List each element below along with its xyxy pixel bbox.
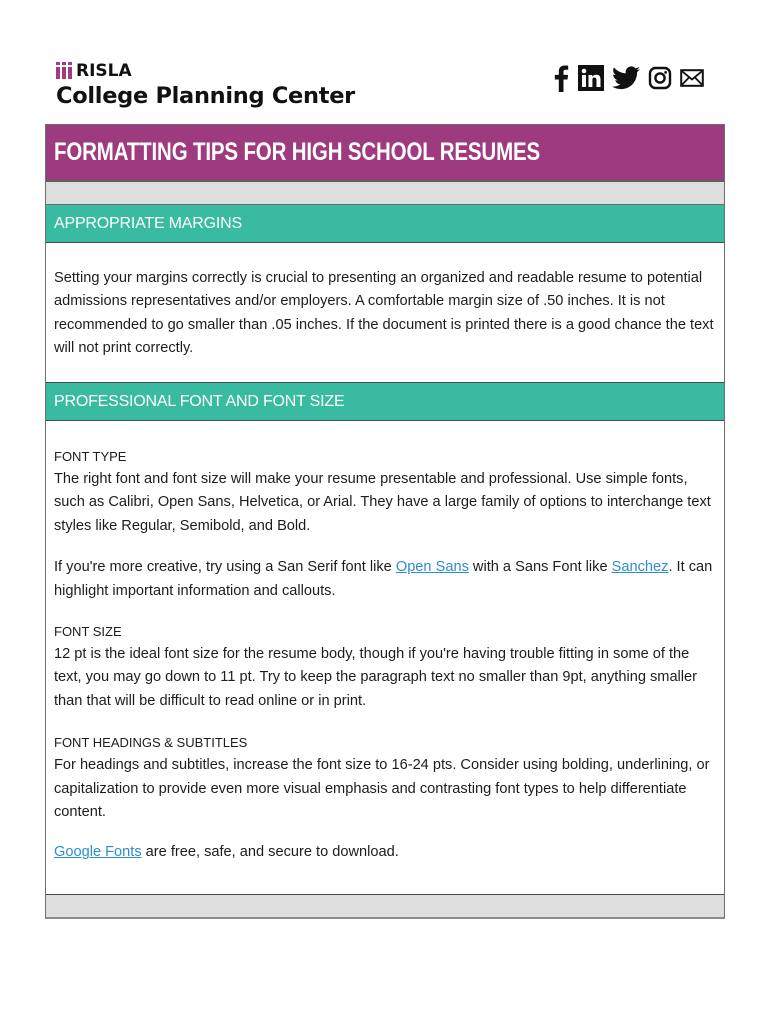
section-heading-fonts: [46, 383, 724, 421]
logo-subtitle: College Planning Center: [56, 83, 355, 109]
font-headings-subheading: FONT HEADINGS & SUBTITLES: [54, 735, 248, 751]
font-headings-paragraph: For headings and subtitles, increase the font size to 16-24 pts. Consider using bolding, underlining, or capitalization to provide even more visual emphasis and contrasting font types to help differentiate content.: [54, 757, 710, 821]
facebook-icon[interactable]: [552, 64, 570, 92]
section-heading-text: PROFESSIONAL FONT AND FONT SIZE: [54, 392, 345, 410]
linkedin-icon[interactable]: [578, 64, 604, 92]
risla-logo[interactable]: [56, 60, 355, 110]
twitter-icon[interactable]: [612, 64, 640, 92]
google-fonts-link[interactable]: Google Fonts: [54, 844, 142, 861]
email-icon[interactable]: [680, 64, 704, 92]
instagram-icon[interactable]: [648, 64, 672, 92]
sanchez-link[interactable]: Sanchez: [611, 559, 669, 576]
section-heading-margins: [46, 205, 724, 243]
section-heading-text: APPROPRIATE MARGINS: [54, 214, 242, 232]
risla-logo-icon: [56, 63, 72, 79]
footer-row: [46, 895, 724, 917]
google-fonts-text: are free, safe, and secure to download.: [141, 844, 399, 861]
google-fonts-paragraph: [54, 841, 716, 864]
open-sans-link[interactable]: Open Sans: [395, 559, 469, 576]
social-links: [552, 64, 704, 92]
section-body-fonts: [46, 421, 724, 895]
section-body-margins: [46, 243, 724, 383]
font-size-paragraph: 12 pt is the ideal font size for the resume body, though if you're having trouble fitting in some of the text, you may go down to 11 pt. Try to keep the paragraph text no smaller than 9pt, anything smaller than that will be difficult to read online or in print.: [54, 646, 698, 709]
creative-text-2: with a Sans Font like: [468, 559, 612, 576]
creative-text-1: If you're more creative, try using a San Serif font like: [54, 559, 396, 576]
logo-brand: RISLA: [76, 61, 132, 81]
font-type-paragraph: The right font and font size will make your resume presentable and professional. Use simple fonts, such as Calibri, Open Sans, Helvetica, or Arial. They have a large family of options to interchange text styles like Regular, Semibold, and Bold.: [54, 471, 711, 534]
tips-table: [45, 124, 725, 919]
creative-text-3: . It can highlight important information and callouts.: [54, 559, 713, 599]
page-title: FORMATTING TIPS FOR HIGH SCHOOL RESUMES: [54, 138, 541, 166]
font-type-subheading: FONT TYPE: [54, 449, 127, 464]
creative-paragraph: [54, 556, 716, 603]
font-size-subheading: FONT SIZE: [54, 624, 122, 640]
margins-paragraph: Setting your margins correctly is crucial to presenting an organized and readable resume to potential admissions representatives and/or employers. A comfortable margin size of .50 inches. It is not recommended to go smaller than .05 inches. If the document is printed there is a good chance the text will not print correctly.: [54, 270, 714, 357]
title-row: [46, 125, 724, 182]
spacer-row: [46, 182, 724, 205]
